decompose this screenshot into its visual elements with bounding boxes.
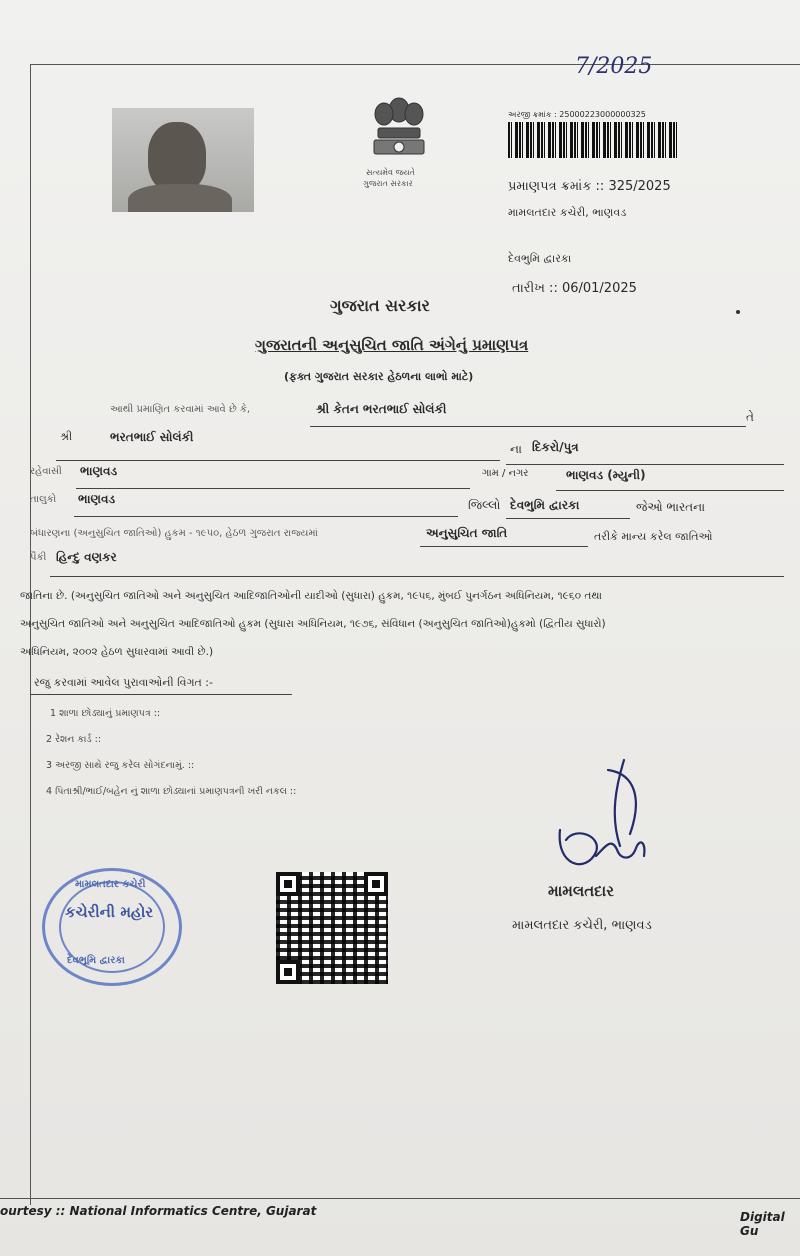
speck — [736, 310, 740, 314]
village-underline — [556, 490, 784, 491]
qr-finder — [364, 872, 388, 896]
legal-paragraph-line1: જાતિના છે. (અનુસુચિત જાતિઓ અને અનુસુચિત આદિજાતિઓની યાદીઓ (સુધારા) હુકમ, ૧૯૫૬, મુંબઈ પુનર્ગઠન અધિનિયમ, ૧૯૬૦ તથા — [20, 590, 602, 602]
applicant-name: શ્રી કેતન ભરતભાઈ સોલંકી — [316, 402, 447, 416]
taluka-value: ભાણવડ — [78, 492, 116, 506]
resident-underline — [76, 488, 470, 489]
qr-finder — [276, 960, 300, 984]
te-text: તે — [746, 410, 754, 424]
district-underline — [506, 518, 630, 519]
footer-courtesy: ourtesy :: National Informatics Centre, Gujarat — [0, 1204, 317, 1218]
district-value: દેવભુમિ દ્વારકા — [510, 498, 580, 512]
resident-value: ભાણવડ — [80, 464, 118, 478]
sub-label: પૈકી — [30, 552, 47, 563]
seal-text-bottom: દેવભૂમિ દ્વારકા — [67, 955, 125, 966]
evidence-item: 2 રેશન કાર્ડ :: — [46, 734, 102, 745]
certificate-number: પ્રમાણપત્ર ક્રમાંક :: 325/2025 — [508, 179, 671, 194]
footer-digital: Digital Gu — [740, 1210, 785, 1238]
relation: દિકરો/પુત્ર — [532, 440, 579, 454]
order-text: બંધારણના (અનુસુચિત જાતિઓ) હુકમ - ૧૯૫૦, હેઠળ ગુજરાત રાજ્યમાં — [30, 528, 318, 539]
seal-text-main: કચેરીની મહોર — [65, 903, 154, 921]
qr-finder — [276, 872, 300, 896]
state-emblem-icon — [362, 88, 436, 168]
name-underline — [310, 426, 746, 427]
evidence-item: 3 અરજી સાથે રજુ કરેલ સોગંદનામું. :: — [46, 760, 195, 771]
na-text: ના — [510, 442, 522, 456]
issuing-office: મામલતદાર કચેરી, ભાણવડ — [508, 206, 627, 219]
emblem-caption-1: સત્યમેવ જયતે — [366, 168, 415, 177]
signatory-title: મામલતદાર — [548, 882, 614, 900]
evidence-item: 1 શાળા છોડ્યાનું પ્રમાણપત્ર :: — [50, 708, 161, 719]
evidence-underline — [30, 694, 292, 695]
issuing-district: દેવભુમિ દ્વારકા — [508, 252, 572, 265]
issue-date: તારીખ :: 06/01/2025 — [512, 281, 637, 296]
resident-label: રહેવાસી — [30, 466, 62, 477]
legal-paragraph-line3: અધિનિયમ, ૨૦૦૨ હેઠળ સુધારવામાં આવી છે.) — [20, 646, 214, 658]
caste-value: હિન્દુ વણકર — [56, 550, 117, 564]
seal-text-top: મામલતદાર કચેરી — [75, 879, 146, 890]
page-border — [30, 64, 800, 1205]
application-number: અરજી ક્રમાંક : 25000223000000325 — [508, 110, 646, 119]
certificate-title: ગુજરાતની અનુસુચિત જાતિ અંગેનું પ્રમાણપત્ર — [255, 336, 529, 354]
taluka-label: તાલુકો — [30, 494, 57, 505]
father-name: ભરતભાઈ સોલંકી — [110, 430, 194, 444]
caste-underline — [50, 576, 784, 577]
evidence-heading: રજુ કરવામાં આવેલ પુરાવાઓની વિગત :- — [34, 676, 213, 689]
signature-mark — [546, 756, 676, 886]
taluka-underline — [74, 516, 458, 517]
evidence-item: 4 પિતાશ્રી/ભાઈ/બહેન નું શાળા છોડ્યાનાં પ્રમાણપત્રની ખરી નકલ :: — [46, 786, 297, 797]
category-value: અનુસુચિત જાતિ — [426, 526, 508, 540]
father-underline — [56, 460, 500, 461]
village-value: ભાણવડ (મ્યુની) — [566, 468, 646, 482]
photo-head-shape — [148, 122, 206, 192]
district-label: જિલ્લો — [468, 498, 501, 512]
village-label: ગામ / નગર — [482, 468, 529, 479]
certificate-subtitle: (ફક્ત ગુજરાત સરકાર હેઠળના લાભો માટે) — [284, 370, 474, 383]
handwritten-reference: 7/2025 — [575, 54, 653, 79]
bharat-text: જેઓ ભારતના — [636, 500, 706, 514]
signatory-office: મામલતદાર કચેરી, ભાણવડ — [512, 918, 652, 933]
office-seal — [42, 868, 182, 986]
intro-text: આથી પ્રમાણિત કરવામાં આવે છે કે, — [110, 404, 251, 415]
photo-body-shape — [128, 184, 232, 212]
barcode — [508, 122, 678, 158]
category-underline — [420, 546, 588, 547]
emblem-caption-2: ગુજરાત સરકાર — [363, 179, 413, 188]
qr-code — [276, 872, 388, 984]
relation-underline — [506, 464, 784, 465]
recognized-text: તરીકે માન્ય કરેલ જાતિઓ — [594, 530, 713, 543]
legal-paragraph-line2: અનુસુચિત જાતિઓ અને અનુસુચિત આદિજાતિઓ હુકમ (સુધારા અધિનિયમ, ૧૯૭૬, સંવિધાન (અનુસુચિત જાતિઓ)હુકમો (દ્વિતીય સુધારો) — [20, 618, 606, 630]
applicant-photo — [112, 108, 254, 212]
shri-label: શ્રી — [60, 430, 73, 443]
government-title: ગુજરાત સરકાર — [330, 296, 430, 315]
footer-rule — [0, 1198, 800, 1199]
